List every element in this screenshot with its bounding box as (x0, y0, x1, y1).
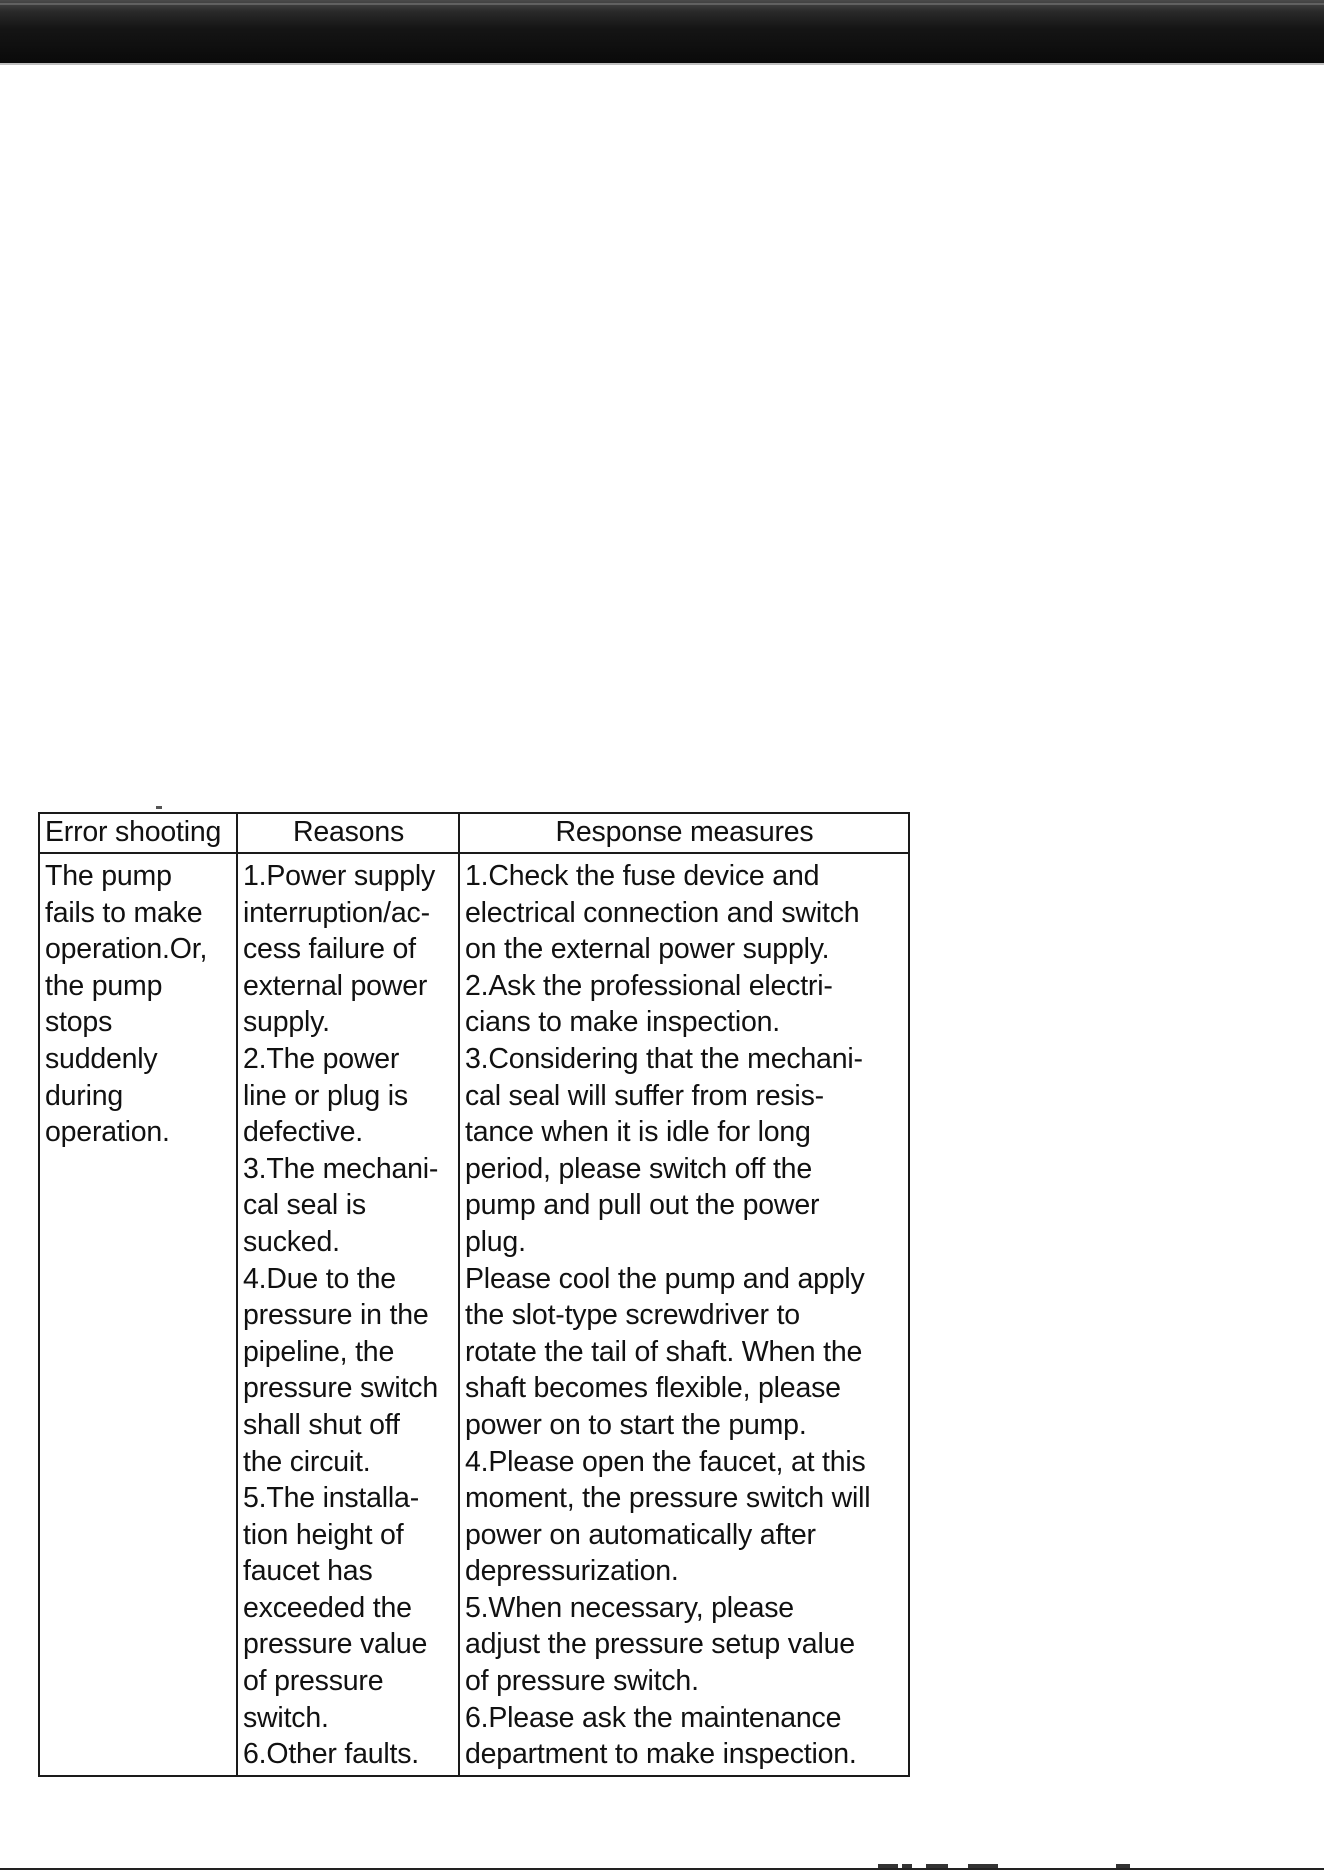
reason-line: sucked. (243, 1225, 340, 1258)
error-cell (39, 853, 237, 1776)
measures-cell (459, 853, 909, 1776)
measure-line: 3.Considering that the mechani- (465, 1042, 863, 1075)
measure-line: rotate the tail of shaft. When the (465, 1335, 863, 1368)
reason-line: pipeline, the (243, 1335, 395, 1368)
measure-line: power on automatically after (465, 1518, 816, 1551)
measure-line: 6.Please ask the maintenance (465, 1701, 842, 1734)
stray-mark (156, 806, 162, 809)
reason-line: the circuit. (243, 1445, 371, 1478)
reason-line: interruption/ac- (243, 896, 430, 929)
reason-line: faucet has (243, 1555, 373, 1588)
measure-line: pump and pull out the power (465, 1189, 820, 1222)
header-error-shooting: Error shooting (39, 813, 237, 853)
reason-line: 5.The installa- (243, 1482, 420, 1515)
error-line: The pump (45, 860, 172, 892)
reason-line: external power (243, 969, 428, 1002)
measure-line: 5.When necessary, please (465, 1591, 794, 1624)
reason-line: tion height of (243, 1518, 404, 1551)
reason-line: of pressure (243, 1665, 384, 1698)
reason-line: supply. (243, 1006, 330, 1039)
page-header-bar (0, 0, 1324, 65)
error-line: operation. (45, 1116, 170, 1149)
error-line: the pump (45, 969, 163, 1002)
measure-line: of pressure switch. (465, 1665, 699, 1698)
reason-line: shall shut off (243, 1408, 400, 1441)
table-header-row (39, 813, 909, 853)
troubleshooting-table (38, 812, 910, 1777)
error-line: stops (45, 1006, 113, 1039)
measure-line: electrical connection and switch (465, 896, 860, 929)
measure-line: adjust the pressure setup value (465, 1628, 855, 1661)
measure-line: cians to make inspection. (465, 1006, 780, 1039)
error-line: operation.Or, (45, 933, 208, 966)
measure-line: moment, the pressure switch will (465, 1482, 871, 1515)
reason-line: 3.The mechani- (243, 1152, 439, 1185)
reasons-cell (237, 853, 459, 1776)
reason-line: 2.The power (243, 1042, 400, 1075)
measure-line: plug. (465, 1225, 526, 1258)
page-footer-marks (878, 1862, 1138, 1870)
measure-line: shaft becomes flexible, please (465, 1372, 841, 1405)
reason-line: pressure value (243, 1628, 428, 1661)
measure-line: 2.Ask the professional electri- (465, 969, 833, 1002)
reason-line: switch. (243, 1701, 329, 1734)
header-response-measures: Response measures (459, 813, 909, 853)
error-line: suddenly (45, 1042, 158, 1075)
reason-line: 6.Other faults. (243, 1738, 420, 1771)
measure-line: power on to start the pump. (465, 1408, 807, 1441)
reason-line: defective. (243, 1116, 363, 1149)
table-row (39, 853, 909, 1776)
reason-line: 1.Power supply (243, 860, 436, 892)
reason-line: cal seal is (243, 1189, 366, 1222)
reason-line: exceeded the (243, 1591, 412, 1624)
error-line: fails to make (45, 896, 203, 929)
measure-line: Please cool the pump and apply (465, 1262, 865, 1295)
measure-line: 4.Please open the faucet, at this (465, 1445, 866, 1478)
measure-line: period, please switch off the (465, 1152, 812, 1185)
measure-line: tance when it is idle for long (465, 1116, 811, 1149)
reason-line: pressure in the (243, 1299, 429, 1332)
reason-line: 4.Due to the (243, 1262, 396, 1295)
measure-line: cal seal will suffer from resis- (465, 1079, 824, 1112)
reason-line: pressure switch (243, 1372, 438, 1405)
measure-line: 1.Check the fuse device and (465, 860, 820, 892)
error-line: during (45, 1079, 124, 1112)
measure-line: the slot-type screwdriver to (465, 1299, 800, 1332)
header-reasons: Reasons (237, 813, 459, 853)
measure-line: depressurization. (465, 1555, 679, 1588)
reason-line: line or plug is (243, 1079, 408, 1112)
measure-line: department to make inspection. (465, 1738, 857, 1771)
reason-line: cess failure of (243, 933, 416, 966)
measure-line: on the external power supply. (465, 933, 830, 966)
